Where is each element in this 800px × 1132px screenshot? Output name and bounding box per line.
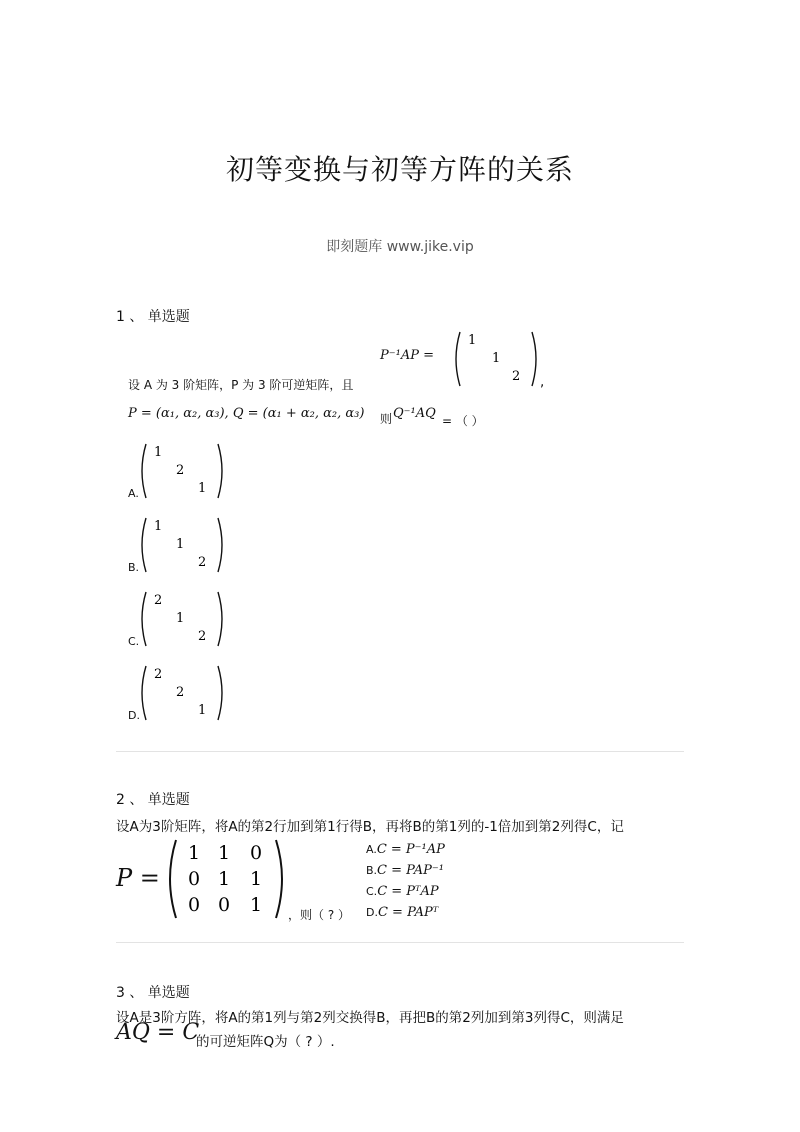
q2-matrix-left-paren — [170, 840, 176, 918]
q1-matrix-top-entry-1: 1 — [468, 333, 477, 348]
q1-option-c-entry-1: 2 — [154, 593, 163, 608]
q1-ze: 则 — [380, 412, 393, 426]
q1-option-c-matrix[interactable] — [136, 588, 228, 650]
q1-option-c-entry-3: 2 — [198, 629, 207, 644]
q1-option-b-letter[interactable]: B. — [128, 561, 140, 574]
q2-option-a-letter: A. — [366, 843, 377, 856]
q1-heading: 1 、 单选题 — [116, 309, 190, 325]
page-title: 初等变换与初等方阵的关系 — [225, 153, 574, 186]
q1-matrix-top-left-paren — [456, 332, 460, 386]
q1-option-d-letter[interactable]: D. — [128, 709, 140, 722]
q2-option-b-letter: B. — [366, 864, 378, 877]
q2-m-r3c3: 1 — [250, 894, 263, 916]
page-subtitle: 即刻题库 www.jike.vip — [326, 239, 474, 255]
q1-option-b-entry-1: 1 — [154, 519, 163, 534]
q1-paren: = （ ） — [442, 414, 484, 428]
q2-option-d-expr: C = PAPᵀ — [377, 905, 439, 920]
q2-option-c-letter: C. — [366, 885, 378, 898]
q2-matrix — [162, 836, 290, 922]
q2-m-r1c3: 0 — [250, 842, 263, 864]
q1-option-c-entry-2: 1 — [176, 611, 185, 626]
q1-math-line: P = (α₁, α₂, α₃), Q = (α₁ + α₂, α₂, α₃) — [128, 406, 365, 421]
q2-m-r2c3: 1 — [250, 868, 263, 890]
q1-option-a-matrix[interactable] — [136, 440, 228, 502]
q3-math: AQ = C — [116, 1020, 200, 1045]
q1-text: 设 A 为 3 阶矩阵，P 为 3 阶可逆矩阵，且 — [128, 378, 354, 392]
q2-m-r2c1: 0 — [188, 868, 201, 890]
q2-option-a[interactable] — [366, 838, 445, 859]
q1-option-d-entry-1: 2 — [154, 667, 163, 682]
divider-1 — [116, 751, 684, 752]
q2-option-c-expr: C = PᵀAP — [377, 884, 439, 899]
q2-option-c[interactable] — [366, 880, 445, 901]
q3-text: 设A是3阶方阵，将A的第1列与第2列交换得B，再把B的第2列加到第3列得C，则满足 — [116, 1010, 624, 1026]
q3-tail: 的可逆矩阵Q为（ ? ）. — [196, 1034, 335, 1050]
q1-option-d-entry-3: 1 — [198, 703, 207, 718]
q1-matrix-top-entry-2: 1 — [492, 351, 501, 366]
q2-option-d[interactable] — [366, 901, 445, 922]
q2-m-r3c2: 0 — [218, 894, 231, 916]
q2-option-b[interactable] — [366, 859, 445, 880]
q1-option-a-entry-2: 2 — [176, 463, 185, 478]
q1-option-d-matrix[interactable] — [136, 662, 228, 724]
q2-m-r1c1: 1 — [188, 842, 201, 864]
q1-option-c-letter[interactable]: C. — [128, 635, 140, 648]
q2-m-r1c2: 1 — [218, 842, 231, 864]
q2-option-b-expr: C = PAP⁻¹ — [377, 863, 444, 878]
q1-comma: , — [540, 374, 545, 390]
q2-heading: 2 、 单选题 — [116, 792, 190, 808]
q1-option-d-entry-2: 2 — [176, 685, 185, 700]
q1-math-tail: Q⁻¹AQ — [393, 406, 436, 421]
q2-option-d-letter: D. — [366, 906, 378, 919]
q2-tail: ，则（ ? ） — [288, 908, 350, 922]
q2-matrix-right-paren — [276, 840, 282, 918]
q3-heading: 3 、 单选题 — [116, 985, 190, 1001]
divider-2 — [116, 942, 684, 943]
q1-option-b-matrix[interactable] — [136, 514, 228, 576]
q1-matrix-top-entry-3: 2 — [512, 369, 521, 384]
q1-option-a-entry-1: 1 — [154, 445, 163, 460]
q1-matrix-top — [450, 328, 545, 390]
q1-option-b-entry-3: 2 — [198, 555, 207, 570]
q2-options — [366, 838, 445, 922]
q2-option-a-expr: C = P⁻¹AP — [376, 842, 445, 857]
q1-option-a-entry-3: 1 — [198, 481, 207, 496]
q1-matrix-top-right-paren — [532, 332, 536, 386]
q1-option-b-entry-2: 1 — [176, 537, 185, 552]
q2-p-label: P = — [116, 864, 160, 892]
q2-m-r3c1: 0 — [188, 894, 201, 916]
q1-option-a-letter[interactable]: A. — [128, 487, 139, 500]
q2-m-r2c2: 1 — [218, 868, 231, 890]
q2-text: 设A为3阶矩阵，将A的第2行加到第1行得B，再将B的第1列的-1倍加到第2列得C，记 — [116, 819, 624, 835]
q1-math-top: P⁻¹AP = — [380, 348, 434, 363]
